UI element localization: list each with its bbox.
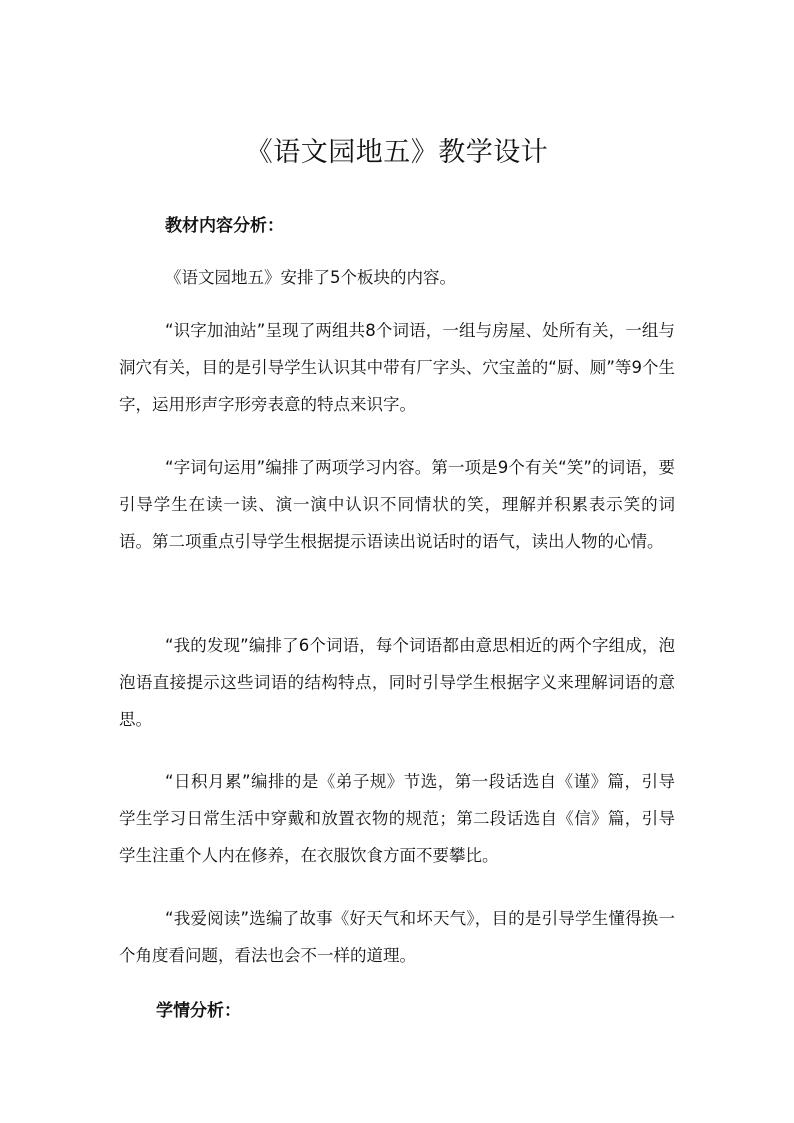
- paragraph-i-love-reading: “我爱阅读”选编了故事《好天气和坏天气》，目的是引导学生懂得换一个角度看问题，看法也会不一样的道理。: [119, 909, 675, 965]
- paragraph-word-sentence-use: “字词句运用”编排了两项学习内容。第一项是9个有关“笑”的词语，要引导学生在读一读、演一演中认识不同情状的笑，理解并积累表示笑的词语。第二项重点引导学生根据提示语读出说话时的语气，读出人物的心情。: [119, 458, 675, 551]
- document-title: 《语文园地五》教学设计: [245, 137, 549, 168]
- paragraph-overview: 《语文园地五》安排了5个板块的内容。: [165, 268, 456, 287]
- paragraph-daily-accumulation: “日积月累”编排的是《弟子规》节选，第一段话选自《谨》篇，引导学生学习日常生活中穿戴和放置衣物的规范；第二段话选自《信》篇，引导学生注重个人内在修养，在衣服饮食方面不要攀比。: [119, 772, 675, 865]
- paragraph-my-discovery: “我的发现”编排了6个词语，每个词语都由意思相近的两个字组成，泡泡语直接提示这些词语的结构特点，同时引导学生根据字义来理解词语的意思。: [119, 636, 675, 729]
- paragraph-literacy-station: “识字加油站”呈现了两组共8个词语，一组与房屋、处所有关，一组与洞穴有关，目的是引导学生认识其中带有厂字头、穴宝盖的“厨、厕”等9个生字，运用形声字形旁表意的特点来识字。: [119, 321, 675, 414]
- section-heading-learner-analysis: 学情分析：: [156, 1001, 241, 1021]
- section-heading-textbook-analysis: 教材内容分析：: [165, 216, 284, 236]
